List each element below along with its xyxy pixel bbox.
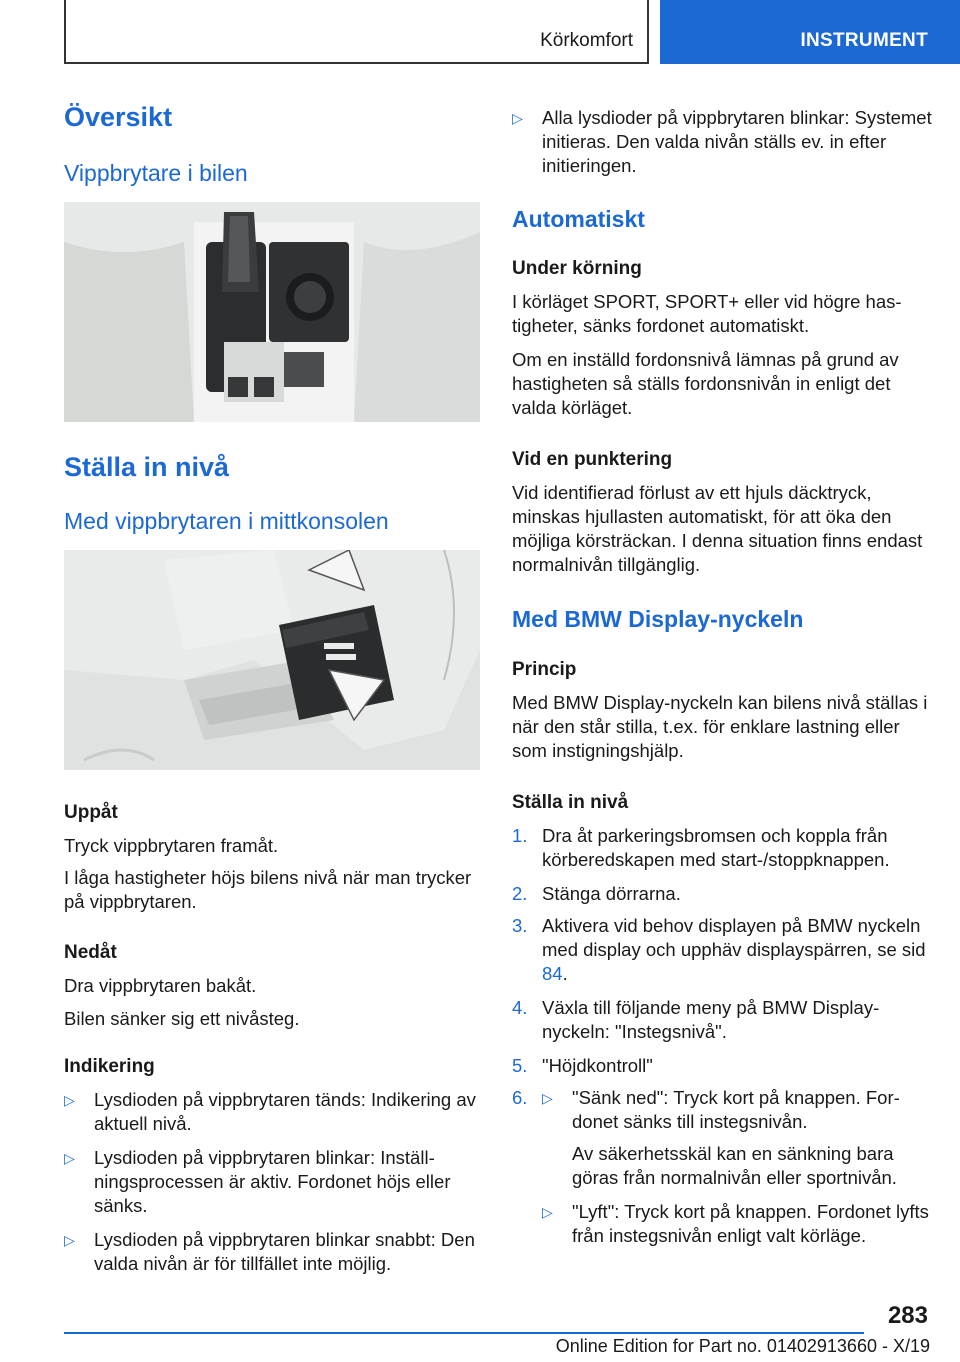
console-image bbox=[64, 202, 480, 422]
triangle-right-icon: ▷ bbox=[64, 1092, 75, 1108]
step6-sub: "Lyft": Tryck kort på knappen. Fordonet lyfts från instegsnivån enligt valt körläge. bbox=[572, 1201, 929, 1246]
list-item: ▷ Lysdioden på vippbrytaren tänds: Indikering av aktuell nivå. bbox=[64, 1089, 476, 1134]
toggle-switch-illustration bbox=[64, 550, 480, 770]
triangle-right-icon: ▷ bbox=[512, 110, 523, 126]
under-korning-text-2: Om en inställd fordonsnivå lämnas på grund av hastigheten så ställs fordonsnivån in enligt det valda körläget. bbox=[512, 349, 899, 418]
heading-med-vippbrytaren: Med vippbrytaren i mittkonsolen bbox=[64, 508, 389, 534]
step-item: 3. Aktivera vid behov displayen på BMW nyckeln med display och upphäv displayspärren, se sid 84. bbox=[512, 915, 926, 984]
section-title: Körkomfort bbox=[540, 30, 633, 51]
heading-vippbrytare: Vippbrytare i bilen bbox=[64, 160, 248, 186]
footer-divider bbox=[64, 1332, 864, 1334]
triangle-right-icon: ▷ bbox=[542, 1090, 553, 1106]
list-item: ▷ Lysdioden på vippbrytaren blinkar snabbt: Den valda nivån är för tillfället inte möjlig. bbox=[64, 1229, 475, 1274]
chapter-tab bbox=[660, 0, 960, 64]
list-item: ▷ Lysdioden på vippbrytaren blinkar: Inställningsprocessen är aktiv. Fordonet höjs eller sänks. bbox=[64, 1147, 451, 1216]
heading-stalla-in-niva: Ställa in nivå bbox=[64, 452, 230, 482]
princip-title: Princip bbox=[512, 659, 577, 680]
page-number: 283 bbox=[887, 1302, 928, 1329]
step-item: 2. Stänga dörrarna. bbox=[512, 883, 681, 904]
punktering-text: Vid identifierad förlust av ett hjuls däcktryck, minskas hjullasten automatiskt, för att öka den möjliga körsträckan. I denna situation finns endast normalnivån tillgänglig. bbox=[512, 482, 923, 575]
stalla-title: Ställa in nivå bbox=[512, 792, 629, 813]
uppat-title: Uppåt bbox=[64, 802, 118, 823]
nedat-text-2: Bilen sänker sig ett nivåsteg. bbox=[64, 1008, 300, 1029]
princip-text: Med BMW Display-nyckeln kan bilens nivå ställas i när den står stilla, t.ex. för enklare lastning eller som instigningshjälp. bbox=[512, 692, 928, 761]
section-tab bbox=[64, 0, 649, 64]
heading-automatiskt: Automatiskt bbox=[512, 206, 645, 232]
uppat-text-1: Tryck vippbrytaren framåt. bbox=[64, 835, 279, 856]
indikering-title: Indikering bbox=[64, 1056, 155, 1077]
nedat-title: Nedåt bbox=[64, 942, 117, 963]
page-link[interactable]: 84 bbox=[542, 963, 563, 984]
step-item: 6. ▷ "Sänk ned": Tryck kort på knappen. Fordonet sänks till instegsnivån. Av säkerhetsskäl kan en sänkning bara göras från normalnivån eller sportnivån. ▷ "Lyft": Tryck kort på knappen. Fordonet lyfts från instegsnivån enligt valt körläge. bbox=[512, 1086, 932, 1256]
under-korning-text-1: I körläget SPORT, SPORT+ eller vid högre hastigheter, sänks fordonet automatiskt. bbox=[512, 291, 902, 336]
step6-note: Av säkerhetsskäl kan en sänkning bara göras från normalnivån eller sportnivån. bbox=[572, 1143, 897, 1188]
list-item: ▷ Alla lysdioder på vippbrytaren blinkar: Systemet initieras. Den valda nivån ställs ev. in efter initieringen. bbox=[512, 107, 932, 176]
step-item: 5. "Höjdkontroll" bbox=[512, 1055, 653, 1076]
toggle-switch-image bbox=[64, 550, 480, 770]
triangle-right-icon: ▷ bbox=[64, 1232, 75, 1248]
footer-edition: Online Edition for Part no. 01402913660 - X/19 bbox=[555, 1336, 930, 1356]
under-korning-title: Under körning bbox=[512, 258, 642, 279]
uppat-text-2: I låga hastigheter höjs bilens nivå när man trycker på vippbrytaren. bbox=[64, 867, 472, 912]
heading-display-nyckeln: Med BMW Display-nyckeln bbox=[512, 606, 804, 632]
punktering-title: Vid en punktering bbox=[512, 449, 673, 470]
step-item: 4. Växla till följande meny på BMW Display-nyckeln: "Instegsnivå". bbox=[512, 997, 880, 1042]
heading-oversikt: Översikt bbox=[64, 102, 173, 132]
step-item: 1. Dra åt parkeringsbromsen och koppla från körberedskapen med start-/stoppknappen. bbox=[512, 825, 890, 870]
triangle-right-icon: ▷ bbox=[64, 1150, 75, 1166]
nedat-text-1: Dra vippbrytaren bakåt. bbox=[64, 975, 257, 996]
triangle-right-icon: ▷ bbox=[542, 1204, 553, 1220]
page-header bbox=[0, 0, 960, 66]
console-illustration bbox=[64, 202, 480, 422]
chapter-title: INSTRUMENT bbox=[800, 30, 928, 51]
